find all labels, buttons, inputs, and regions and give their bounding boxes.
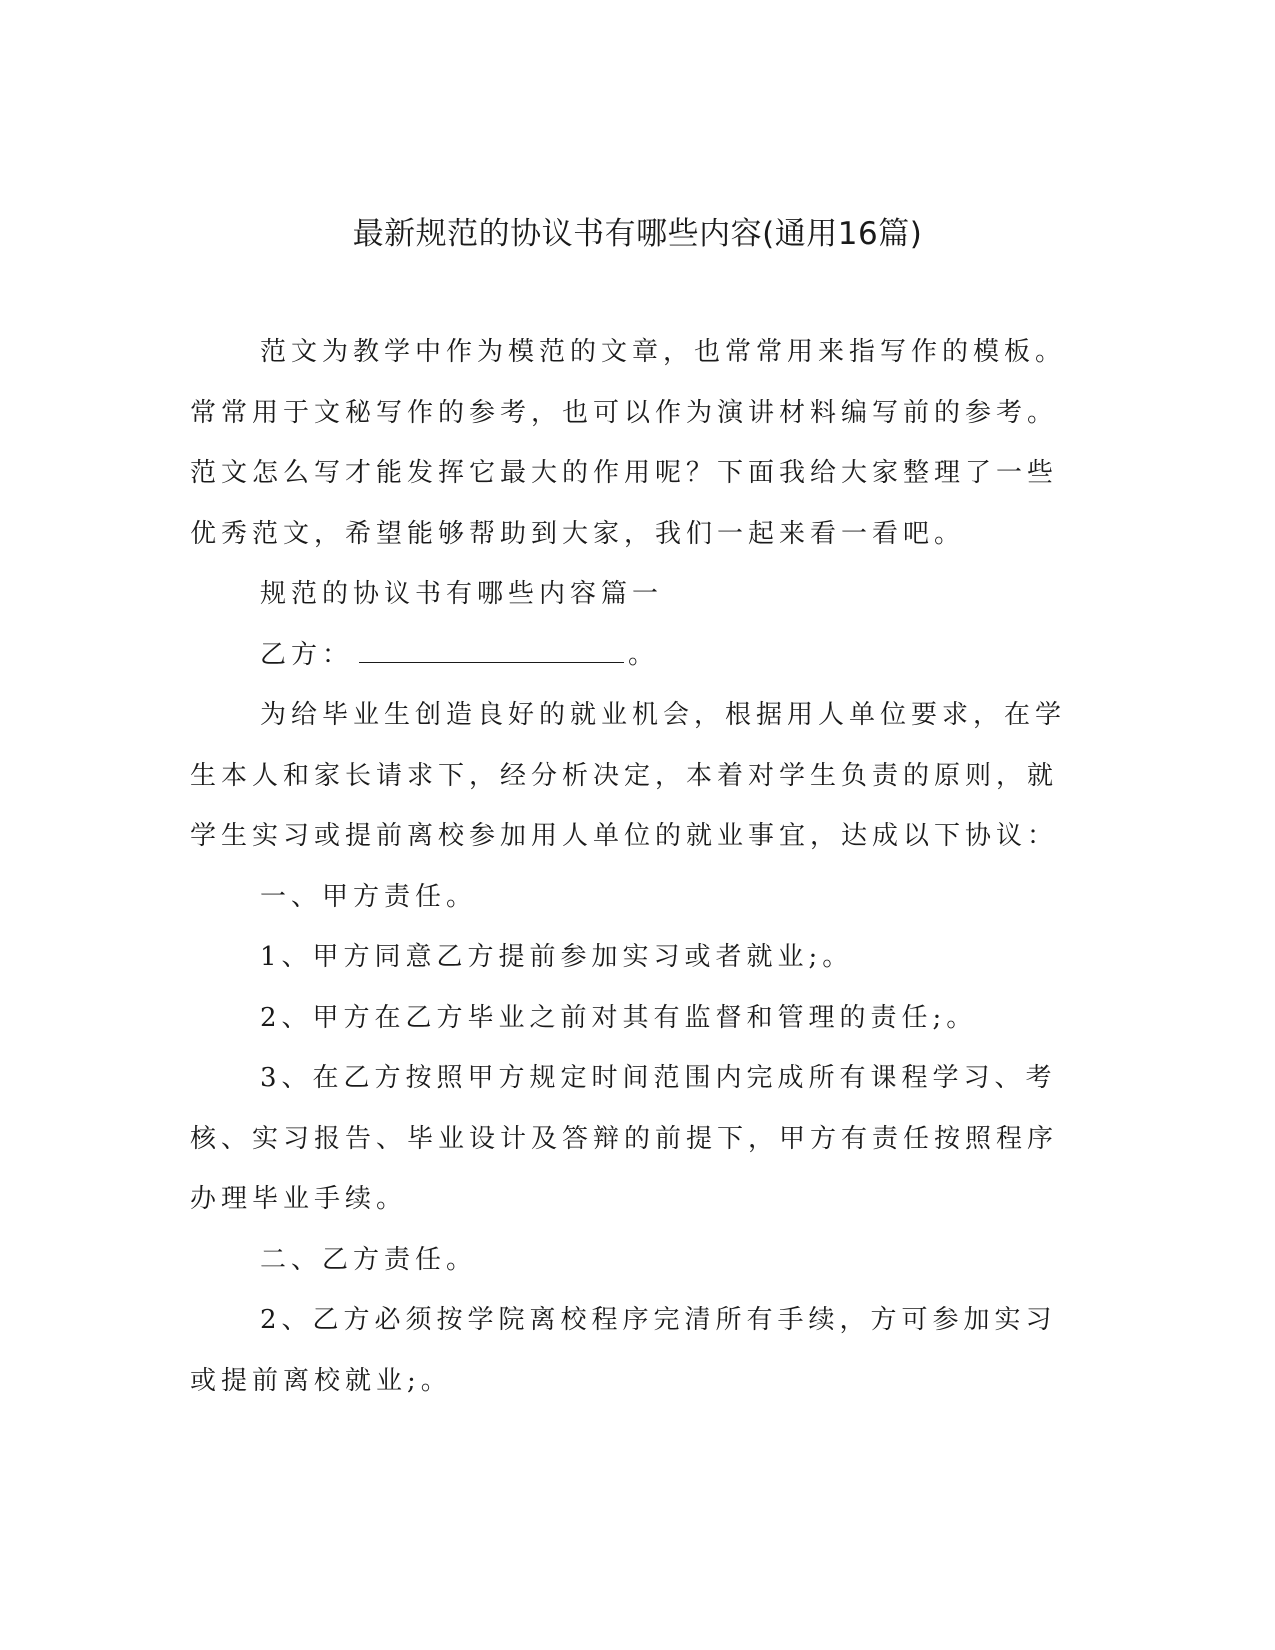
party-b-item-2: 2、乙方必须按学院离校程序完清所有手续，方可参加实习或提前离校就业;。 (190, 1305, 1057, 1396)
party-a-item-3: 3、在乙方按照甲方规定时间范围内完成所有课程学习、考核、实习报告、毕业设计及答辩的前提下，甲方有责任按照程序办理毕业手续。 (190, 1063, 1059, 1214)
party-a-item-2: 2、甲方在乙方毕业之前对其有监督和管理的责任;。 (260, 1002, 978, 1033)
document-body (190, 322, 1085, 1411)
purpose-paragraph: 为给毕业生创造良好的就业机会，根据用人单位要求，在学生本人和家长请求下，经分析决定，本着对学生负责的原则，就学生实习或提前离校参加用人单位的就业事宜，达成以下协议： (190, 700, 1067, 851)
party-b-label: 乙方： (260, 639, 354, 670)
party-b-heading: 二、乙方责任。 (260, 1244, 478, 1275)
document-title: 最新规范的协议书有哪些内容(通用16篇) (352, 216, 923, 252)
party-a-item-1: 1、甲方同意乙方提前参加实习或者就业;。 (260, 942, 854, 972)
party-b-end: 。 (628, 639, 660, 670)
party-b-line (190, 625, 1085, 686)
section-heading: 规范的协议书有哪些内容篇一 (260, 579, 664, 609)
intro-paragraph: 范文为教学中作为模范的文章，也常常用来指写作的模板。常常用于文秘写作的参考，也可以作为演讲材料编写前的参考。范文怎么写才能发挥它最大的作用呢？下面我给大家整理了一些优秀范文，希望能够帮助到大家，我们一起来看一看吧。 (190, 337, 1067, 549)
party-b-blank (359, 638, 624, 663)
party-a-heading: 一、甲方责任。 (260, 881, 478, 912)
